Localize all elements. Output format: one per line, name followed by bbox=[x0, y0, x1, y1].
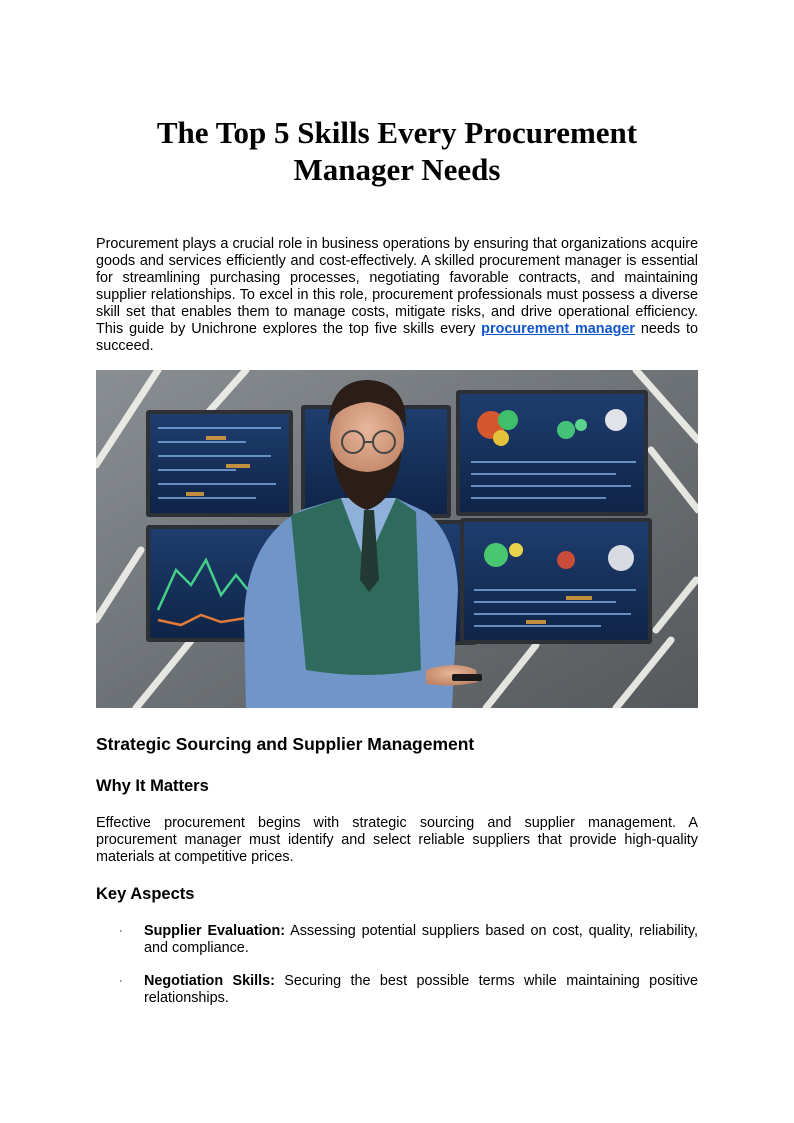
intro-text-end: needs to succeed. bbox=[96, 321, 698, 354]
list-item bbox=[96, 973, 698, 1007]
procurement-manager-link[interactable]: procurement manager bbox=[481, 321, 636, 337]
document-title: The Top 5 Skills Every Procurement Manager Needs bbox=[156, 115, 638, 187]
bullet-marker: · bbox=[119, 925, 123, 937]
why-it-matters-text: Effective procurement begins with strategic sourcing and supplier management. A procurement manager must identify and select reliable suppliers that provide high-quality materials at competitive prices. bbox=[96, 815, 698, 865]
list-item-text: Securing the best possible terms while maintaining positive relationships. bbox=[144, 973, 698, 1006]
intro-text: Procurement plays a crucial role in business operations by ensuring that organizations acquire goods and services efficiently and cost-effectively. A skilled procurement manager is essential for streamlining purchasing processes, negotiating favorable contracts, and maintaining supplier relationships. To excel in this role, procurement professionals must possess a diverse skill set that enables them to manage costs, mitigate risks, and drive operational efficiency. This guide by Unichrone explores the top five skills every bbox=[96, 236, 698, 337]
bullet-marker: · bbox=[119, 975, 123, 987]
key-aspects-list bbox=[96, 923, 698, 1023]
procurement-manager-photo bbox=[96, 370, 698, 708]
hero-image bbox=[96, 370, 698, 708]
intro-paragraph bbox=[96, 236, 698, 355]
list-item-text: Assessing potential suppliers based on cost, quality, reliability, and compliance. bbox=[144, 923, 698, 956]
list-item bbox=[96, 923, 698, 957]
list-item-label: Negotiation Skills: bbox=[144, 973, 275, 989]
key-aspects-heading: Key Aspects bbox=[96, 885, 195, 903]
list-item-label: Supplier Evaluation: bbox=[144, 923, 286, 939]
why-it-matters-heading: Why It Matters bbox=[96, 777, 209, 795]
section-heading: Strategic Sourcing and Supplier Management bbox=[96, 734, 475, 754]
